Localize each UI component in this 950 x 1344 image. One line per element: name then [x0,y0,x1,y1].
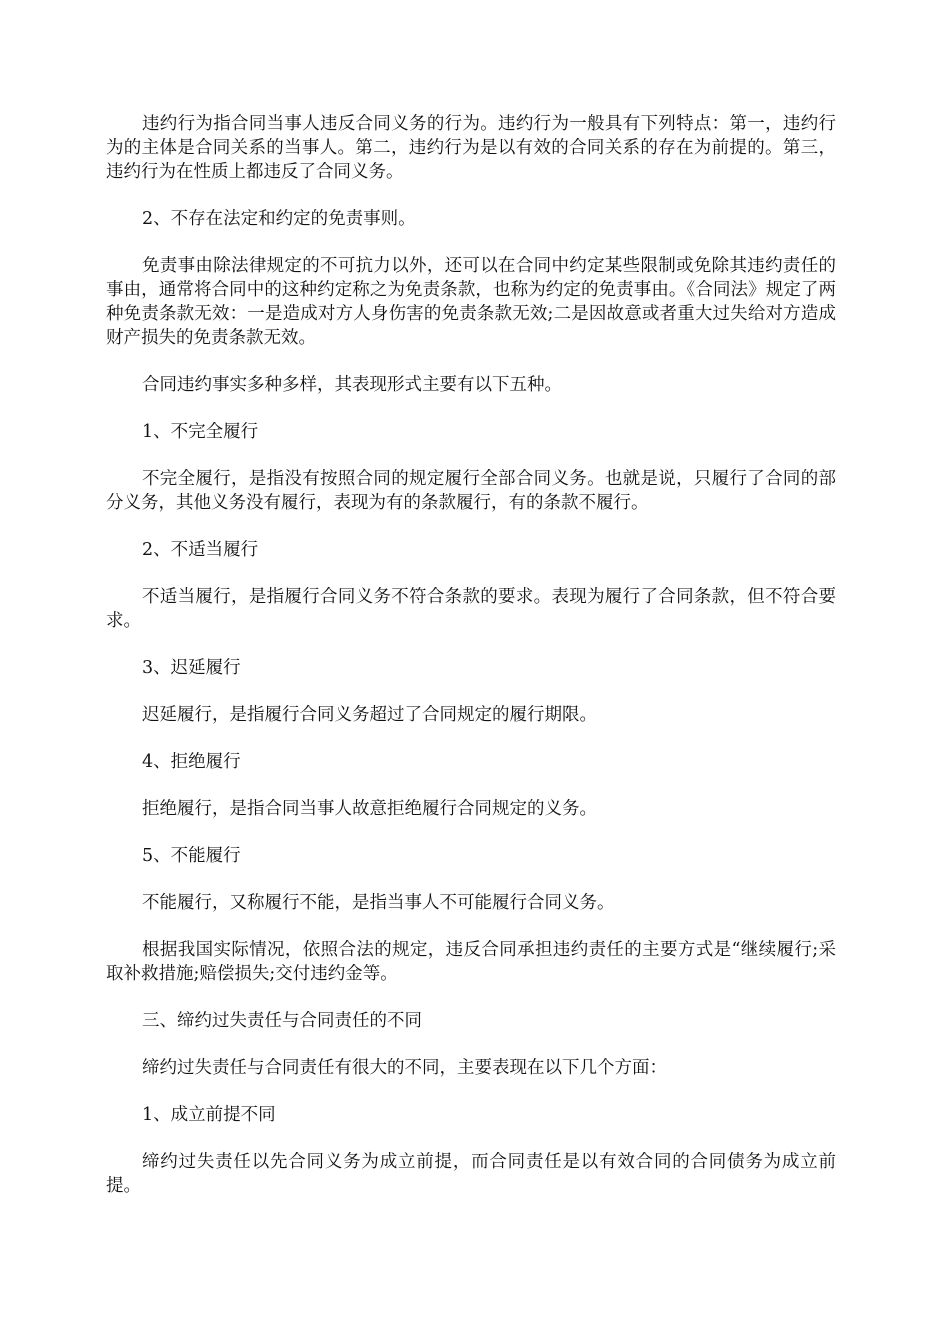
paragraph-premise: 缔约过失责任以先合同义务为成立前提，而合同责任是以有效合同的合同债务为成立前提。 [106,1152,836,1196]
paragraph-impossibility-heading: 5、不能履行 [142,846,241,866]
paragraph-no-exemption-heading: 2、不存在法定和约定的免责事则。 [142,209,416,229]
paragraph-delayed-performance: 迟延履行，是指履行合同义务超过了合同规定的履行期限。 [142,705,597,725]
paragraph-incomplete-performance-heading: 1、不完全履行 [142,422,259,442]
paragraph-improper-performance: 不适当履行，是指履行合同义务不符合条款的要求。表现为履行了合同条款，但不符合要求。 [106,587,836,631]
paragraph-premise-heading: 1、成立前提不同 [142,1105,276,1125]
paragraph-improper-performance-heading: 2、不适当履行 [142,540,259,560]
paragraph-delayed-performance-heading: 3、迟延履行 [142,658,241,678]
paragraph-breach-forms-intro: 合同违约事实多种多样，其表现形式主要有以下五种。 [142,375,562,395]
section-heading-culpa-vs-contract: 三、缔约过失责任与合同责任的不同 [142,1011,422,1031]
paragraph-refusal: 拒绝履行，是指合同当事人故意拒绝履行合同规定的义务。 [142,799,597,819]
paragraph-liability-methods: 根据我国实际情况，依照合法的规定，违反合同承担违约责任的主要方式是“继续履行;采取补救措施;赔偿损失;交付违约金等。 [106,940,836,984]
paragraph-differences-intro: 缔约过失责任与合同责任有很大的不同，主要表现在以下几个方面： [142,1058,667,1078]
paragraph-refusal-heading: 4、拒绝履行 [142,752,241,772]
paragraph-breach-definition: 违约行为指合同当事人违反合同义务的行为。违约行为一般具有下列特点：第一，违约行为的主体是合同关系的当事人。第二，违约行为是以有效的合同关系的存在为前提的。第三，违约行为在性质上都违反了合同义务。 [106,114,836,182]
paragraph-impossibility: 不能履行，又称履行不能，是指当事人不可能履行合同义务。 [142,893,615,913]
paragraph-exemption-reasons: 免责事由除法律规定的不可抗力以外，还可以在合同中约定某些限制或免除其违约责任的事由，通常将合同中的这种约定称之为免责条款，也称为约定的免责事由。《合同法》规定了两种免责条款无效：一是造成对方人身伤害的免责条款无效;二是因故意或者重大过失给对方造成财产损失的免责条款无效。 [106,256,836,348]
document-body [106,112,836,1221]
paragraph-incomplete-performance: 不完全履行，是指没有按照合同的规定履行全部合同义务。也就是说，只履行了合同的部分义务，其他义务没有履行，表现为有的条款履行，有的条款不履行。 [106,469,836,513]
